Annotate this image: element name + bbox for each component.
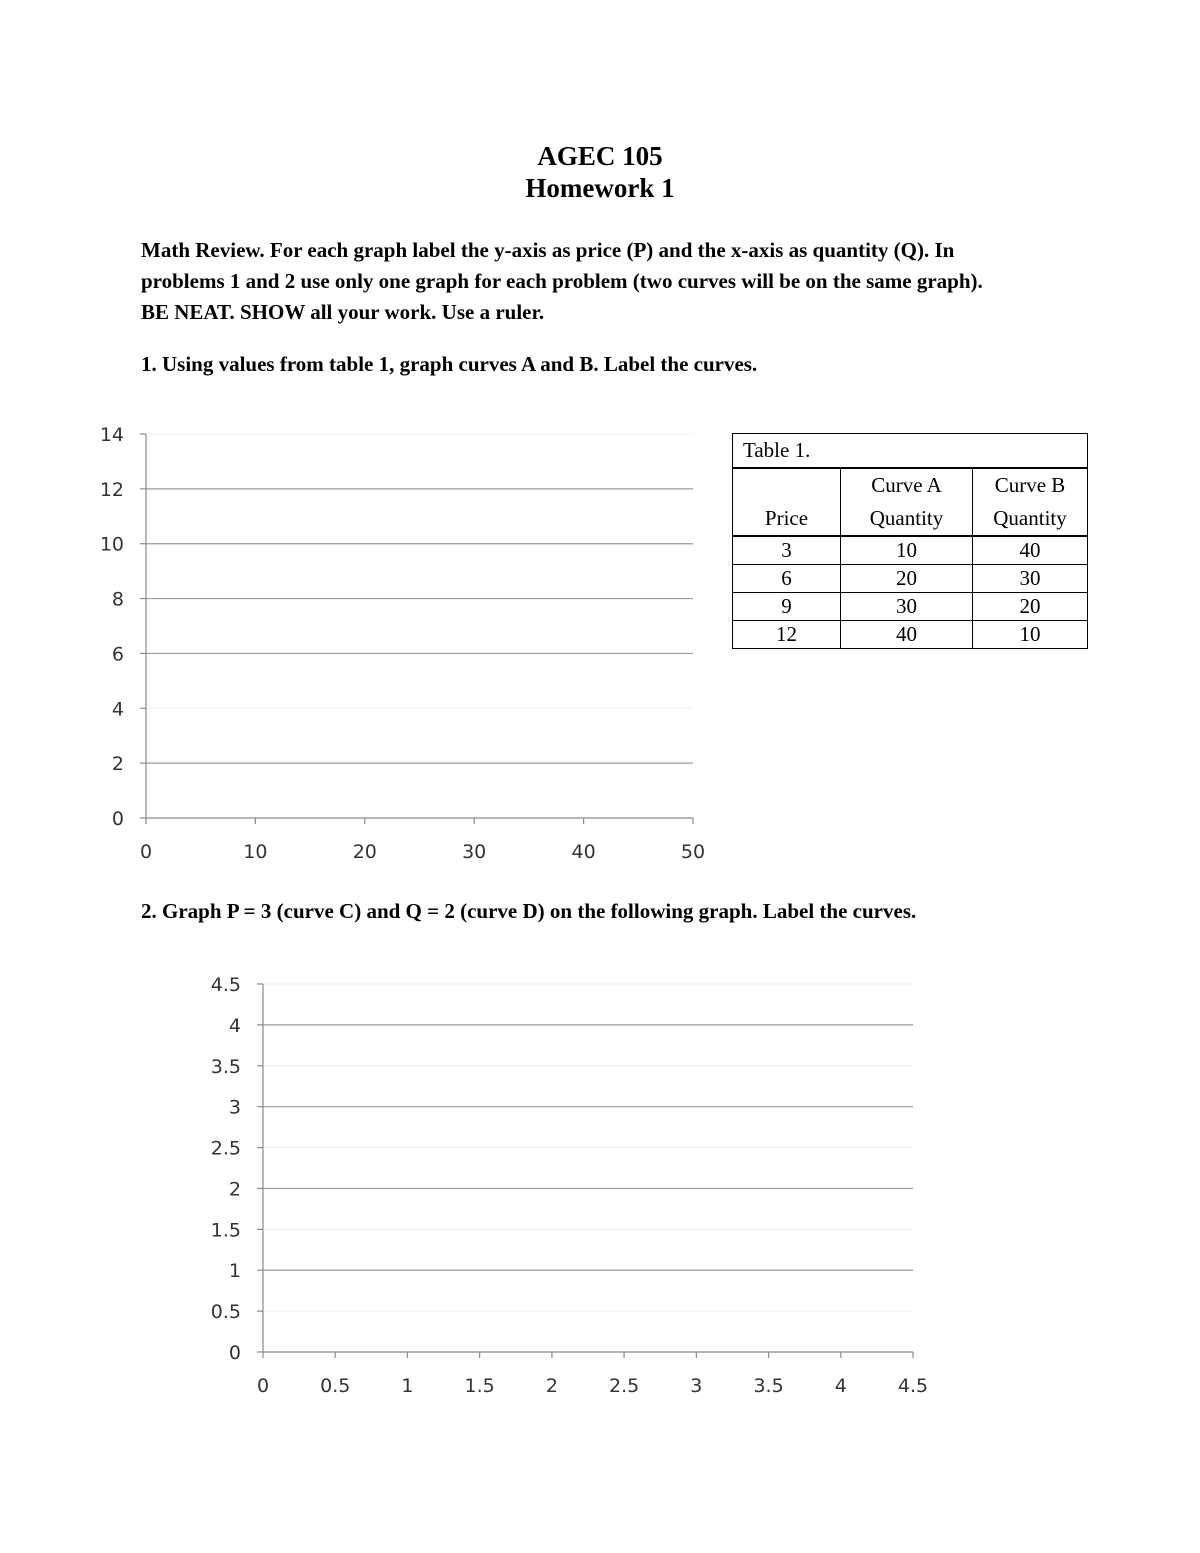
table-header-cell: Quantity	[841, 502, 973, 536]
y-tick-label: 0	[111, 808, 124, 830]
instruction-line: Math Review. For each graph label the y-axis as price (P) and the x-axis as quantity (Q). In	[141, 238, 955, 262]
y-tick-label: 8	[111, 588, 124, 611]
table-header-row	[733, 502, 1088, 536]
table-header-cell: Curve A	[841, 468, 973, 502]
y-tick-label: 1.5	[210, 1219, 241, 1242]
y-tick-label: 6	[111, 643, 124, 666]
table-row	[733, 593, 1088, 621]
instructions	[141, 235, 1081, 328]
y-tick-label: 1	[228, 1260, 241, 1283]
table-cell: 3	[733, 536, 841, 565]
table-cell: 30	[973, 565, 1088, 593]
x-tick-label: 20	[352, 841, 377, 863]
x-tick-label: 2	[545, 1375, 558, 1397]
table-cell: 40	[973, 536, 1088, 565]
x-tick-label: 4.5	[897, 1375, 929, 1397]
x-tick-label: 0	[256, 1375, 270, 1397]
table-cell: 12	[733, 621, 841, 649]
y-tick-label: 0.5	[210, 1301, 241, 1324]
course-title: AGEC 105	[537, 141, 663, 171]
table-header-cell: Quantity	[973, 502, 1088, 536]
table-cell: 10	[973, 621, 1088, 649]
document-header	[0, 140, 1200, 204]
table-title: Table 1.	[733, 434, 1088, 469]
y-tick-label: 4.5	[210, 974, 241, 996]
y-tick-label: 2	[228, 1178, 241, 1201]
y-tick-label: 2	[111, 753, 124, 776]
y-tick-label: 2.5	[210, 1137, 241, 1160]
x-tick-label: 3	[690, 1375, 703, 1397]
table-row	[733, 565, 1088, 593]
y-tick-label: 4	[111, 698, 124, 721]
instruction-line: problems 1 and 2 use only one graph for each problem (two curves will be on the same graph).	[141, 269, 983, 293]
table-cell: 9	[733, 593, 841, 621]
instruction-line: BE NEAT. SHOW all your work. Use a ruler.	[141, 300, 545, 324]
graph-2	[180, 960, 960, 1410]
table-row	[733, 621, 1088, 649]
table-cell: 20	[973, 593, 1088, 621]
y-tick-label: 0	[228, 1342, 241, 1364]
y-tick-label: 12	[99, 478, 124, 501]
x-tick-label: 50	[680, 841, 706, 863]
y-tick-label: 4	[228, 1014, 241, 1037]
x-tick-label: 3.5	[753, 1375, 784, 1397]
table-cell: 30	[841, 593, 973, 621]
table-cell: 6	[733, 565, 841, 593]
graph-1	[0, 400, 720, 880]
assignment-title: Homework 1	[525, 173, 675, 203]
y-tick-label: 3	[228, 1096, 241, 1119]
table-row	[733, 536, 1088, 565]
x-tick-label: 40	[571, 841, 596, 863]
table-header-cell: Price	[733, 502, 841, 536]
x-tick-label: 10	[243, 841, 268, 863]
table-header-cell	[733, 468, 841, 502]
x-tick-label: 1.5	[464, 1375, 495, 1397]
table-header-cell: Curve B	[973, 468, 1088, 502]
table-cell: 10	[841, 536, 973, 565]
table-header-row	[733, 468, 1088, 502]
y-tick-label: 10	[99, 533, 124, 556]
x-tick-label: 4	[834, 1375, 847, 1397]
table-cell: 40	[841, 621, 973, 649]
question-2: 2. Graph P = 3 (curve C) and Q = 2 (curve D) on the following graph. Label the curves.	[141, 899, 917, 923]
x-tick-label: 30	[462, 841, 487, 863]
y-tick-label: 14	[99, 424, 124, 446]
y-tick-label: 3.5	[210, 1055, 241, 1078]
x-tick-label: 0.5	[320, 1375, 351, 1397]
x-tick-label: 2.5	[609, 1375, 640, 1397]
x-tick-label: 1	[401, 1375, 414, 1397]
x-tick-label: 0	[139, 841, 153, 863]
table-cell: 20	[841, 565, 973, 593]
question-1: 1. Using values from table 1, graph curves A and B. Label the curves.	[141, 352, 758, 376]
table-1	[732, 433, 1088, 649]
